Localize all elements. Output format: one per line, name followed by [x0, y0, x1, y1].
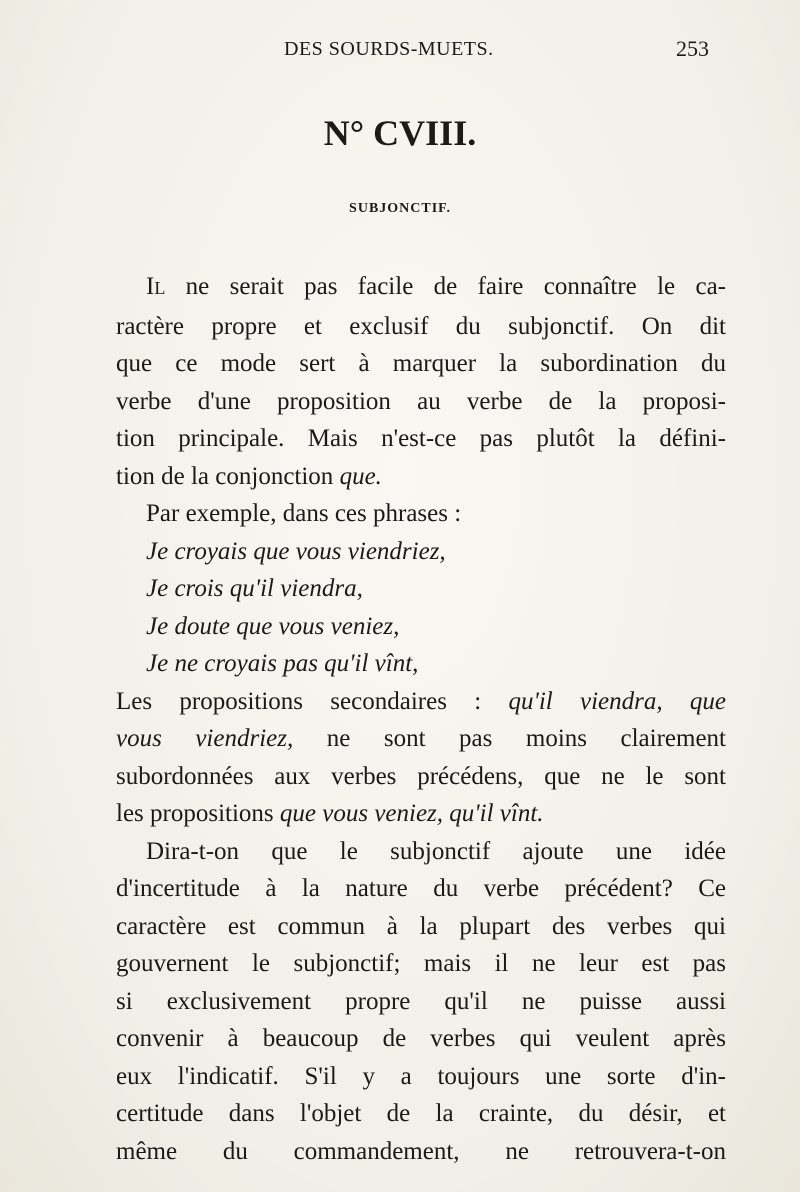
text-line	[116, 268, 726, 308]
text-line: ractère propre et exclusif du subjonctif. On dit	[116, 312, 726, 340]
text-line: eux l'indicatif. S'il y a toujours une sorte d'in-	[116, 1062, 726, 1090]
text-line: convenir à beaucoup de verbes qui veulent après	[116, 1025, 726, 1052]
small-caps-letter: L	[154, 278, 166, 298]
paragraph-3	[116, 833, 726, 1171]
text-line: certitude dans l'objet de la crainte, du désir, et	[116, 1100, 726, 1127]
text-line	[116, 795, 726, 833]
page-number: 253	[676, 36, 709, 61]
text-line	[116, 683, 726, 721]
paragraph-1	[116, 268, 726, 495]
section-subtitle: SUBJONCTIF.	[349, 201, 451, 216]
italic-fragment: que.	[339, 462, 382, 490]
paragraph-2	[116, 495, 726, 833]
text-line: tion principale. Mais n'est-ce pas plutôt la défini-	[116, 425, 726, 452]
text-line: gouvernent le subjonctif; mais il ne leur est pas	[116, 950, 726, 977]
text-line: que ce mode sert à marquer la subordination du	[116, 350, 726, 377]
text-line	[116, 720, 726, 758]
text-line: d'incertitude à la nature du verbe précédent? Ce	[116, 875, 726, 902]
text-line: caractère est commun à la plupart des verbes qui	[116, 912, 726, 940]
drop-initial: I	[146, 273, 155, 300]
section-number: N° CVIII.	[323, 113, 477, 153]
text-fragment: ne sont pas moins clairement	[293, 725, 726, 752]
italic-fragment: qu'il viendra, que	[508, 687, 727, 715]
text-line: si exclusivement propre qu'il ne puisse aussi	[116, 987, 726, 1015]
text-line: Dira-t-on que le subjonctif ajoute une idée	[146, 837, 726, 865]
body-text	[116, 268, 726, 1170]
text-line: Par exemple, dans ces phrases :	[146, 500, 462, 527]
example-line: Je croyais que vous viendriez,	[146, 537, 446, 565]
text-line: subordonnées aux verbes précédens, que ne le sont	[116, 762, 726, 790]
text-line	[116, 458, 726, 496]
text-line: verbe d'une proposition au verbe de la proposi-	[116, 387, 726, 415]
italic-fragment: vous viendriez,	[116, 725, 294, 752]
text-line: même du commandement, ne retrouvera-t-on	[116, 1137, 726, 1165]
running-title: DES SOURDS-MUETS.	[284, 38, 494, 60]
example-line: Je crois qu'il viendra,	[146, 575, 363, 602]
example-line: Je doute que vous veniez,	[146, 612, 400, 640]
italic-fragment: que vous veniez, qu'il vînt.	[279, 800, 544, 827]
text-fragment: ne serait pas facile de faire connaître le ca-	[165, 273, 726, 300]
text-fragment: les propositions	[116, 800, 280, 827]
example-line: Je ne croyais pas qu'il vînt,	[146, 650, 419, 677]
text-fragment: Les propositions secondaires :	[116, 687, 509, 715]
text-fragment: tion de la conjonction	[116, 462, 340, 490]
